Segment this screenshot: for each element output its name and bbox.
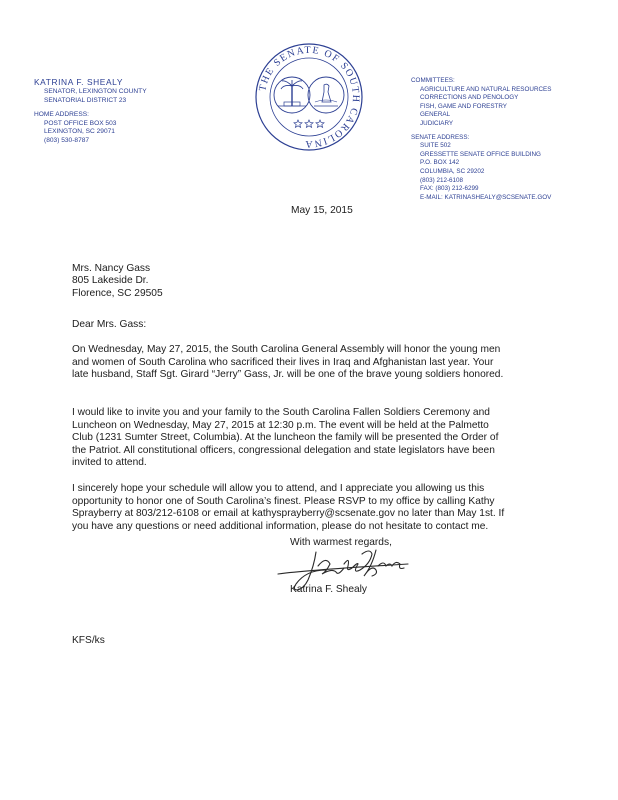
senate-email: E-MAIL: KATRINASHEALY@SCSENATE.GOV [420, 193, 552, 201]
senate-address-label: SENATE ADDRESS: [411, 133, 470, 141]
letterhead-right [411, 77, 551, 202]
paragraph-line: Club (1231 Sumter Street, Columbia). At the luncheon the family will be presented the Order of [72, 432, 499, 444]
typist-initials: KFS/ks [72, 635, 105, 646]
paragraph-line: you have any questions or need additional information, please do not hesitate to contact me. [72, 520, 489, 532]
seal-stars [294, 120, 324, 127]
salutation: Dear Mrs. Gass: [72, 319, 147, 330]
home-phone: (803) 530-8787 [44, 136, 90, 144]
paragraph-line: Sprayberry at 803/212-6108 or email at kathysprayberry@scsenate.gov no later than May 1st. If [72, 508, 505, 520]
committee-item: CORRECTIONS AND PENOLOGY [420, 94, 519, 102]
recipient-name: Mrs. Nancy Gass [72, 263, 151, 274]
committee-item: GENERAL [420, 111, 451, 119]
senator-title: SENATOR, LEXINGTON COUNTY [44, 88, 147, 95]
paragraph-line: On Wednesday, May 27, 2015, the South Carolina General Assembly will honor the young men [72, 344, 501, 355]
committees-label: COMMITTEES: [411, 77, 455, 84]
palmetto-medallion [274, 77, 310, 113]
senator-name: KATRINA F. SHEALY [34, 77, 124, 87]
svg-text:THE SENATE OF SOUTH CAROLINA [257, 45, 361, 149]
recipient-address [72, 263, 163, 300]
home-address-line: LEXINGTON, SC 29071 [44, 128, 115, 136]
senate-fax: FAX: (803) 212-6299 [420, 185, 479, 193]
senator-district: SENATORIAL DISTRICT 23 [44, 96, 127, 104]
seal-ring-text: THE SENATE OF SOUTH CAROLINA [257, 44, 362, 150]
recipient-street: 805 Lakeside Dr. [72, 275, 149, 287]
paragraph-1 [72, 344, 562, 382]
senate-phone: (803) 212-6108 [420, 176, 464, 184]
home-address-line: POST OFFICE BOX 503 [44, 119, 117, 127]
senate-address-line: P.O. BOX 142 [420, 159, 460, 167]
paragraph-2 [72, 407, 562, 470]
paragraph-line: and women of South Carolina who sacrificed their lives in Iraq and Afghanistan last year. Your [72, 356, 494, 368]
committee-item: JUDICIARY [420, 119, 454, 127]
paragraph-line: I would like to invite you and your family to the South Carolina Fallen Soldiers Ceremony and [72, 407, 490, 418]
paragraph-line: the Patriot. All constitutional officers, congressional delegation and state legislators have been [72, 444, 495, 456]
senate-address-line: COLUMBIA, SC 29202 [420, 167, 485, 175]
letterhead-left [34, 77, 147, 146]
liberty-medallion [308, 77, 344, 113]
senate-seal [254, 42, 364, 152]
paragraph-line: invited to attend. [72, 457, 147, 469]
signer-name: Katrina F. Shealy [290, 584, 368, 595]
paragraph-line: late husband, Staff Sgt. Girard “Jerry” Gass, Jr. will be one of the brave young soldiers honored. [72, 369, 504, 381]
committee-item: AGRICULTURE AND NATURAL RESOURCES [420, 85, 552, 93]
paragraph-line: opportunity to honor one of South Carolina’s finest. Please RSVP to my office by calling Kathy [72, 495, 495, 507]
senate-address-line: SUITE 502 [420, 142, 451, 150]
committee-item: FISH, GAME AND FORESTRY [420, 102, 508, 110]
letter-date: May 15, 2015 [291, 205, 353, 216]
paragraph-3 [72, 483, 562, 533]
paragraph-line: I sincerely hope your schedule will allow you to attend, and I appreciate you allowing us this [72, 483, 485, 494]
paragraph-line: Luncheon on Wednesday, May 27, 2015 at 12:30 p.m. The event will be held at the Palmetto [72, 419, 489, 431]
home-address-label: HOME ADDRESS: [34, 111, 89, 119]
closing: With warmest regards, [290, 537, 392, 548]
senate-address-line: GRESSETTE SENATE OFFICE BUILDING [420, 150, 541, 158]
recipient-city: Florence, SC 29505 [72, 287, 163, 299]
